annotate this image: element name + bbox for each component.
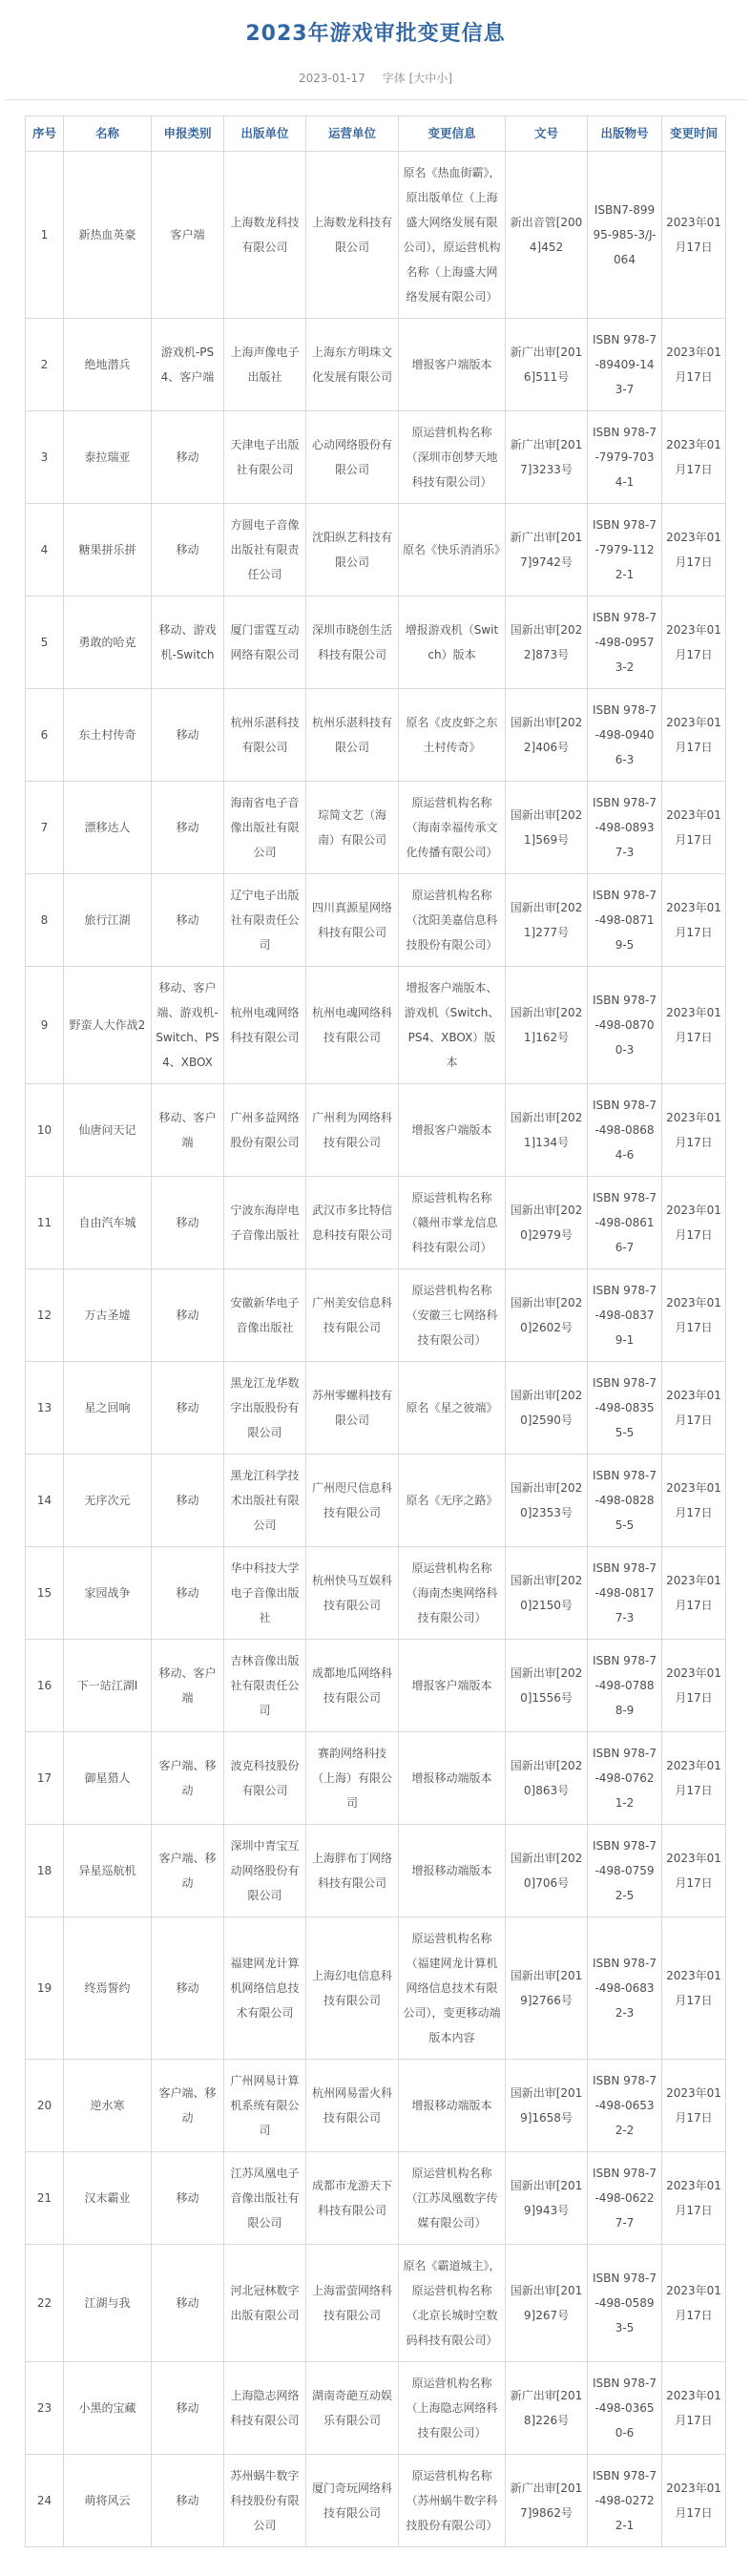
bracket-close: ] <box>448 72 452 85</box>
cell-change-info: 原名《快乐消消乐》 <box>399 504 506 597</box>
cell-category: 移动 <box>152 2245 224 2362</box>
cell-publisher: 广州网易计算机系统有限公司 <box>224 2060 306 2152</box>
cell-publication-number: ISBN 978-7-498-08700-3 <box>588 967 662 1084</box>
cell-operator: 沈阳纵艺科技有限公司 <box>306 504 399 597</box>
cell-publication-number: ISBN 978-7-498-08285-5 <box>588 1455 662 1547</box>
cell-change-time: 2023年01月17日 <box>662 1177 726 1269</box>
cell-doc-number: 国新出审[2019]943号 <box>506 2152 588 2245</box>
cell-doc-number: 国新出审[2021]162号 <box>506 967 588 1084</box>
table-row <box>26 874 726 967</box>
cell-index: 16 <box>26 1640 64 1732</box>
table-row <box>26 2245 726 2362</box>
cell-doc-number: 新广出审[2016]511号 <box>506 319 588 411</box>
cell-doc-number: 国新出审[2019]2766号 <box>506 1917 588 2060</box>
cell-operator: 琮简文艺（海南）有限公司 <box>306 782 399 874</box>
cell-name: 万古圣墟 <box>64 1269 152 1362</box>
table-row <box>26 782 726 874</box>
cell-doc-number: 国新出审[2020]2979号 <box>506 1177 588 1269</box>
column-header-doc-number: 文号 <box>506 116 588 152</box>
cell-category: 移动 <box>152 1177 224 1269</box>
cell-publication-number: ISBN 978-7-498-07621-2 <box>588 1732 662 1825</box>
cell-change-info: 原名《星之彼端》 <box>399 1362 506 1455</box>
table-row <box>26 1084 726 1177</box>
cell-name: 下一站江湖Ⅰ <box>64 1640 152 1732</box>
cell-index: 4 <box>26 504 64 597</box>
table-row <box>26 2060 726 2152</box>
cell-name: 汉末霸业 <box>64 2152 152 2245</box>
header-divider <box>4 99 747 100</box>
cell-operator: 四川真源星网络科技有限公司 <box>306 874 399 967</box>
font-size-small-link[interactable]: 小 <box>436 72 449 85</box>
cell-change-info: 增报客户端版本 <box>399 1640 506 1732</box>
cell-doc-number: 国新出审[2020]2602号 <box>506 1269 588 1362</box>
cell-change-time: 2023年01月17日 <box>662 1084 726 1177</box>
cell-category: 移动 <box>152 1547 224 1640</box>
cell-change-info: 原名《霸道城主》，原运营机构名称（北京长城时空数码科技有限公司） <box>399 2245 506 2362</box>
cell-publisher: 广州多益网络股份有限公司 <box>224 1084 306 1177</box>
cell-publisher: 河北冠林数字出版有限公司 <box>224 2245 306 2362</box>
cell-publisher: 厦门雷霆互动网络有限公司 <box>224 597 306 689</box>
cell-change-info: 原名《皮皮虾之东土村传奇》 <box>399 689 506 782</box>
font-size-large-link[interactable]: 大 <box>413 72 426 85</box>
cell-index: 11 <box>26 1177 64 1269</box>
cell-index: 5 <box>26 597 64 689</box>
table-row <box>26 1177 726 1269</box>
cell-publisher: 方圆电子音像出版社有限责任公司 <box>224 504 306 597</box>
cell-name: 自由汽车城 <box>64 1177 152 1269</box>
cell-index: 21 <box>26 2152 64 2245</box>
cell-category: 游戏机-PS4、客户端 <box>152 319 224 411</box>
cell-name: 新热血英豪 <box>64 152 152 319</box>
cell-doc-number: 新广出审[2017]9742号 <box>506 504 588 597</box>
cell-index: 7 <box>26 782 64 874</box>
cell-publisher: 杭州电魂网络科技有限公司 <box>224 967 306 1084</box>
cell-change-info: 原运营机构名称（海南幸福传承文化传播有限公司） <box>399 782 506 874</box>
cell-publisher: 华中科技大学电子音像出版社 <box>224 1547 306 1640</box>
cell-change-time: 2023年01月17日 <box>662 2060 726 2152</box>
cell-name: 旅行江湖 <box>64 874 152 967</box>
cell-operator: 广州美安信息科技有限公司 <box>306 1269 399 1362</box>
cell-name: 萌将风云 <box>64 2455 152 2547</box>
cell-change-info: 原运营机构名称（海南杰奥网络科技有限公司） <box>399 1547 506 1640</box>
cell-doc-number: 国新出审[2021]569号 <box>506 782 588 874</box>
cell-doc-number: 国新出审[2022]406号 <box>506 689 588 782</box>
cell-change-time: 2023年01月17日 <box>662 689 726 782</box>
table-row <box>26 597 726 689</box>
cell-category: 移动 <box>152 411 224 504</box>
cell-change-time: 2023年01月17日 <box>662 1455 726 1547</box>
cell-doc-number: 新出音管[2004]452 <box>506 152 588 319</box>
cell-change-time: 2023年01月17日 <box>662 2362 726 2455</box>
cell-publication-number: ISBN 978-7-498-08937-3 <box>588 782 662 874</box>
cell-operator: 成都地瓜网络科技有限公司 <box>306 1640 399 1732</box>
cell-publisher: 上海隐志网络科技有限公司 <box>224 2362 306 2455</box>
cell-change-info: 增报客户端版本 <box>399 1084 506 1177</box>
cell-name: 终焉誓约 <box>64 1917 152 2060</box>
table-row <box>26 152 726 319</box>
cell-category: 客户端、移动 <box>152 1732 224 1825</box>
page-header <box>0 0 751 100</box>
cell-publisher: 上海数龙科技有限公司 <box>224 152 306 319</box>
cell-index: 13 <box>26 1362 64 1455</box>
cell-publisher: 黑龙江科学技术出版社有限公司 <box>224 1455 306 1547</box>
cell-name: 逆水寒 <box>64 2060 152 2152</box>
cell-publication-number: ISBN 978-7-498-05893-5 <box>588 2245 662 2362</box>
cell-doc-number: 国新出审[2020]863号 <box>506 1732 588 1825</box>
cell-operator: 苏州零螺科技有限公司 <box>306 1362 399 1455</box>
cell-change-info: 原运营机构名称（安徽三七网络科技有限公司） <box>399 1269 506 1362</box>
cell-category: 客户端 <box>152 152 224 319</box>
table-row <box>26 2455 726 2547</box>
column-header-publication-number: 出版物号 <box>588 116 662 152</box>
cell-category: 移动、游戏机-Switch <box>152 597 224 689</box>
cell-publication-number: ISBN 978-7-498-07592-5 <box>588 1825 662 1917</box>
cell-change-time: 2023年01月17日 <box>662 1732 726 1825</box>
cell-doc-number: 新广出审[2017]3233号 <box>506 411 588 504</box>
cell-index: 8 <box>26 874 64 967</box>
cell-change-info: 原运营机构名称（福建网龙计算机网络信息技术有限公司），变更移动端版本内容 <box>399 1917 506 2060</box>
cell-publisher: 上海声像电子出版社 <box>224 319 306 411</box>
cell-name: 泰拉瑞亚 <box>64 411 152 504</box>
cell-publication-number: ISBN 978-7-498-06227-7 <box>588 2152 662 2245</box>
cell-publication-number: ISBN 978-7-498-07888-9 <box>588 1640 662 1732</box>
table-row <box>26 1547 726 1640</box>
column-header-change-info: 变更信息 <box>399 116 506 152</box>
cell-doc-number: 国新出审[2020]2353号 <box>506 1455 588 1547</box>
cell-operator: 赛韵网络科技（上海）有限公司 <box>306 1732 399 1825</box>
cell-operator: 杭州快马互娱科技有限公司 <box>306 1547 399 1640</box>
column-header-category: 申报类别 <box>152 116 224 152</box>
cell-category: 移动 <box>152 2455 224 2547</box>
cell-change-info: 原运营机构名称（上海隐志网络科技有限公司） <box>399 2362 506 2455</box>
cell-doc-number: 国新出审[2020]2150号 <box>506 1547 588 1640</box>
cell-change-time: 2023年01月17日 <box>662 319 726 411</box>
cell-index: 3 <box>26 411 64 504</box>
cell-operator: 厦门奇玩网络科技有限公司 <box>306 2455 399 2547</box>
cell-publisher: 杭州乐湛科技有限公司 <box>224 689 306 782</box>
cell-operator: 深圳市晓创生活科技有限公司 <box>306 597 399 689</box>
table-row <box>26 967 726 1084</box>
cell-doc-number: 国新出审[2021]277号 <box>506 874 588 967</box>
cell-publication-number: ISBN7-89995-985-3/J-064 <box>588 152 662 319</box>
cell-publisher: 深圳中青宝互动网络股份有限公司 <box>224 1825 306 1917</box>
cell-name: 异星巡航机 <box>64 1825 152 1917</box>
cell-change-info: 原运营机构名称（赣州市掌龙信息科技有限公司） <box>399 1177 506 1269</box>
cell-change-time: 2023年01月17日 <box>662 1362 726 1455</box>
column-header-index: 序号 <box>26 116 64 152</box>
cell-name: 漂移达人 <box>64 782 152 874</box>
table-row <box>26 411 726 504</box>
column-header-operator: 运营单位 <box>306 116 399 152</box>
cell-index: 12 <box>26 1269 64 1362</box>
cell-change-info: 原运营机构名称（沈阳美嘉信息科技股份有限公司） <box>399 874 506 967</box>
cell-name: 江湖与我 <box>64 2245 152 2362</box>
cell-operator: 广州利为网络科技有限公司 <box>306 1084 399 1177</box>
cell-doc-number: 国新出审[2020]706号 <box>506 1825 588 1917</box>
cell-change-info: 原运营机构名称（江苏凤凰数字传媒有限公司） <box>399 2152 506 2245</box>
cell-publication-number: ISBN 978-7-498-08379-1 <box>588 1269 662 1362</box>
column-header-name: 名称 <box>64 116 152 152</box>
cell-publication-number: ISBN 978-7-498-09406-3 <box>588 689 662 782</box>
cell-publication-number: ISBN 978-7-89409-143-7 <box>588 319 662 411</box>
cell-index: 1 <box>26 152 64 319</box>
cell-publisher: 江苏凤凰电子音像出版社有限公司 <box>224 2152 306 2245</box>
cell-publisher: 海南省电子音像出版社有限公司 <box>224 782 306 874</box>
cell-change-time: 2023年01月17日 <box>662 411 726 504</box>
cell-index: 10 <box>26 1084 64 1177</box>
cell-change-time: 2023年01月17日 <box>662 1269 726 1362</box>
cell-change-time: 2023年01月17日 <box>662 1917 726 2060</box>
cell-operator: 杭州网易雷火科技有限公司 <box>306 2060 399 2152</box>
table-row <box>26 1825 726 1917</box>
cell-operator: 武汉市多比特信息科技有限公司 <box>306 1177 399 1269</box>
cell-category: 移动 <box>152 2152 224 2245</box>
cell-doc-number: 国新出审[2022]873号 <box>506 597 588 689</box>
cell-category: 移动、客户端、游戏机-Switch、PS4、XBOX <box>152 967 224 1084</box>
cell-index: 23 <box>26 2362 64 2455</box>
font-size-medium-link[interactable]: 中 <box>425 72 437 85</box>
cell-doc-number: 新广出审[2018]226号 <box>506 2362 588 2455</box>
cell-category: 移动 <box>152 1455 224 1547</box>
cell-publisher: 黑龙江龙华数字出版股份有限公司 <box>224 1362 306 1455</box>
cell-publisher: 苏州蜗牛数字科技股份有限公司 <box>224 2455 306 2547</box>
bracket-open: [ <box>408 72 414 85</box>
cell-change-time: 2023年01月17日 <box>662 2152 726 2245</box>
cell-operator: 湖南奇葩互动娱乐有限公司 <box>306 2362 399 2455</box>
publish-date: 2023-01-17 <box>298 72 365 85</box>
cell-change-time: 2023年01月17日 <box>662 1547 726 1640</box>
cell-operator: 上海幻电信息科技有限公司 <box>306 1917 399 2060</box>
cell-publication-number: ISBN 978-7-498-09573-2 <box>588 597 662 689</box>
cell-publication-number: ISBN 978-7-7979-1122-1 <box>588 504 662 597</box>
cell-index: 18 <box>26 1825 64 1917</box>
cell-name: 御星猎人 <box>64 1732 152 1825</box>
meta-line <box>0 70 751 86</box>
cell-publication-number: ISBN 978-7-498-06532-2 <box>588 2060 662 2152</box>
table-row <box>26 1917 726 2060</box>
cell-name: 糖果拼乐拼 <box>64 504 152 597</box>
cell-operator: 心动网络股份有限公司 <box>306 411 399 504</box>
column-header-change-time: 变更时间 <box>662 116 726 152</box>
cell-index: 14 <box>26 1455 64 1547</box>
cell-doc-number: 国新出审[2019]267号 <box>506 2245 588 2362</box>
cell-operator: 杭州电魂网络科技有限公司 <box>306 967 399 1084</box>
cell-category: 移动、客户端 <box>152 1640 224 1732</box>
table-row <box>26 1269 726 1362</box>
cell-publication-number: ISBN 978-7-498-08355-5 <box>588 1362 662 1455</box>
cell-index: 22 <box>26 2245 64 2362</box>
cell-category: 移动 <box>152 1269 224 1362</box>
cell-operator: 上海胖布丁网络科技有限公司 <box>306 1825 399 1917</box>
cell-change-info: 增报移动端版本 <box>399 1825 506 1917</box>
cell-change-time: 2023年01月17日 <box>662 967 726 1084</box>
cell-name: 星之回响 <box>64 1362 152 1455</box>
game-approval-change-table <box>25 115 726 2547</box>
cell-publication-number: ISBN 978-7-498-08616-7 <box>588 1177 662 1269</box>
cell-name: 绝地潜兵 <box>64 319 152 411</box>
cell-operator: 广州咫尺信息科技有限公司 <box>306 1455 399 1547</box>
cell-category: 移动、客户端 <box>152 1084 224 1177</box>
cell-doc-number: 国新出审[2019]1658号 <box>506 2060 588 2152</box>
table-row <box>26 1455 726 1547</box>
cell-index: 6 <box>26 689 64 782</box>
cell-change-time: 2023年01月17日 <box>662 874 726 967</box>
cell-operator: 上海东方明珠文化发展有限公司 <box>306 319 399 411</box>
cell-index: 9 <box>26 967 64 1084</box>
cell-change-info: 增报移动端版本 <box>399 1732 506 1825</box>
cell-name: 仙唐问天记 <box>64 1084 152 1177</box>
cell-change-time: 2023年01月17日 <box>662 782 726 874</box>
table-row <box>26 689 726 782</box>
cell-index: 19 <box>26 1917 64 2060</box>
table-row <box>26 2362 726 2455</box>
cell-publisher: 吉林音像出版社有限责任公司 <box>224 1640 306 1732</box>
cell-change-info: 增报移动端版本 <box>399 2060 506 2152</box>
cell-category: 移动 <box>152 504 224 597</box>
cell-operator: 杭州乐湛科技有限公司 <box>306 689 399 782</box>
column-header-publisher: 出版单位 <box>224 116 306 152</box>
cell-name: 小黑的宝藏 <box>64 2362 152 2455</box>
cell-doc-number: 国新出审[2021]134号 <box>506 1084 588 1177</box>
cell-name: 勇敢的哈克 <box>64 597 152 689</box>
cell-publisher: 波克科技股份有限公司 <box>224 1732 306 1825</box>
cell-category: 移动 <box>152 782 224 874</box>
cell-index: 15 <box>26 1547 64 1640</box>
cell-publication-number: ISBN 978-7-498-08177-3 <box>588 1547 662 1640</box>
cell-category: 移动 <box>152 689 224 782</box>
font-size-label: 字体 <box>382 72 406 85</box>
cell-change-info: 增报客户端版本 <box>399 319 506 411</box>
cell-publication-number: ISBN 978-7-498-06832-3 <box>588 1917 662 2060</box>
cell-category: 移动 <box>152 1917 224 2060</box>
font-size-selector <box>409 72 452 85</box>
cell-publisher: 天津电子出版社有限公司 <box>224 411 306 504</box>
table-row <box>26 1640 726 1732</box>
cell-change-info: 原运营机构名称（深圳市创梦天地科技有限公司） <box>399 411 506 504</box>
cell-change-info: 原名《热血街霸》，原出版单位（上海盛大网络发展有限公司），原运营机构名称（上海盛大网络发展有限公司） <box>399 152 506 319</box>
cell-doc-number: 国新出审[2020]1556号 <box>506 1640 588 1732</box>
cell-name: 无序次元 <box>64 1455 152 1547</box>
cell-operator: 成都市龙游天下科技有限公司 <box>306 2152 399 2245</box>
table-row <box>26 319 726 411</box>
cell-index: 17 <box>26 1732 64 1825</box>
cell-change-time: 2023年01月17日 <box>662 1640 726 1732</box>
cell-name: 东土村传奇 <box>64 689 152 782</box>
cell-index: 2 <box>26 319 64 411</box>
table-header-row <box>26 116 726 152</box>
cell-change-info: 原运营机构名称（苏州蜗牛数字科技股份有限公司） <box>399 2455 506 2547</box>
cell-category: 客户端、移动 <box>152 2060 224 2152</box>
cell-change-time: 2023年01月17日 <box>662 2455 726 2547</box>
cell-publisher: 宁波东海岸电子音像出版社 <box>224 1177 306 1269</box>
cell-change-time: 2023年01月17日 <box>662 2245 726 2362</box>
cell-index: 20 <box>26 2060 64 2152</box>
cell-change-time: 2023年01月17日 <box>662 1825 726 1917</box>
table-row <box>26 1362 726 1455</box>
cell-publication-number: ISBN 978-7-498-02722-1 <box>588 2455 662 2547</box>
cell-publisher: 辽宁电子出版社有限责任公司 <box>224 874 306 967</box>
cell-publication-number: ISBN 978-7-498-03650-6 <box>588 2362 662 2455</box>
cell-change-time: 2023年01月17日 <box>662 504 726 597</box>
cell-name: 家园战争 <box>64 1547 152 1640</box>
table-row <box>26 504 726 597</box>
cell-index: 24 <box>26 2455 64 2547</box>
cell-category: 客户端、移动 <box>152 1825 224 1917</box>
cell-category: 移动 <box>152 2362 224 2455</box>
cell-doc-number: 国新出审[2020]2590号 <box>506 1362 588 1455</box>
cell-publisher: 福建网龙计算机网络信息技术有限公司 <box>224 1917 306 2060</box>
cell-change-time: 2023年01月17日 <box>662 152 726 319</box>
cell-category: 移动 <box>152 1362 224 1455</box>
cell-change-time: 2023年01月17日 <box>662 597 726 689</box>
cell-change-info: 增报游戏机（Switch）版本 <box>399 597 506 689</box>
cell-publication-number: ISBN 978-7-498-08719-5 <box>588 874 662 967</box>
cell-category: 移动 <box>152 874 224 967</box>
cell-doc-number: 新广出审[2017]9862号 <box>506 2455 588 2547</box>
cell-publication-number: ISBN 978-7-498-08684-6 <box>588 1084 662 1177</box>
table-row <box>26 1732 726 1825</box>
table-row <box>26 2152 726 2245</box>
cell-change-info: 原名《无序之路》 <box>399 1455 506 1547</box>
page-title: 2023年游戏审批变更信息 <box>245 22 506 46</box>
cell-publication-number: ISBN 978-7-7979-7034-1 <box>588 411 662 504</box>
cell-operator: 上海雷萤网络科技有限公司 <box>306 2245 399 2362</box>
cell-publisher: 安徽新华电子音像出版社 <box>224 1269 306 1362</box>
cell-name: 野蛮人大作战2 <box>64 967 152 1084</box>
cell-change-info: 增报客户端版本、游戏机（Switch、PS4、XBOX）版本 <box>399 967 506 1084</box>
cell-operator: 上海数龙科技有限公司 <box>306 152 399 319</box>
